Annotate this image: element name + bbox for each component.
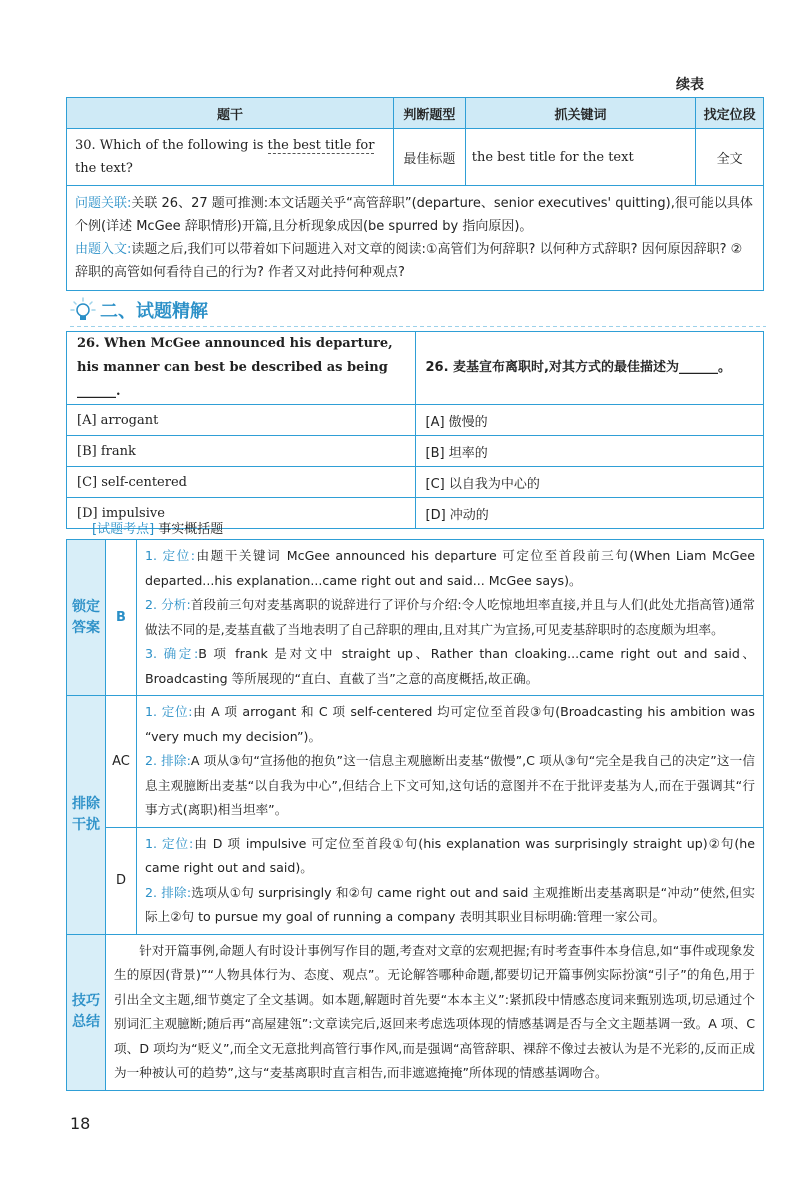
tips-label: 技巧总结 [67,934,106,1090]
line-key: 1. 定位: [145,548,196,563]
answer-label: 锁定答案 [67,540,106,696]
option-zh: [B] 坦率的 [415,436,764,467]
section-title: 二、试题精解 [100,301,208,322]
page-number: 18 [70,1114,91,1133]
stem-cell [67,129,394,186]
question-table [66,331,764,529]
option-en: [B] frank [67,436,416,467]
test-point [92,518,223,537]
line-text: 由 A 项 arrogant 和 C 项 self-centered 均可定位至首段③句(Broadcasting his ambition was “very much my decision”)。 [145,704,755,744]
continued-label: 续表 [676,77,704,93]
question-en: 26. When McGee announced his departure, his manner can best be described as being ______. [67,332,416,405]
section-divider [70,326,766,327]
answer-line [145,593,755,642]
line-text: 由题干关键词 McGee announced his departure 可定位至首段前三句(When Liam McGee departed...his explanation...came right out and said... McGee says)。 [145,548,755,588]
note2-text: 读题之后,我们可以带着如下问题进入对文章的阅读:①高管们为何辞职? 以何种方式辞职? 因何原因辞职? ②辞职的高管如何看待自己的行为? 作者又对此持何种观点? [75,242,743,280]
answer-line [145,544,755,593]
question-zh: 26. 麦基宣布离职时,对其方式的最佳描述为______。 [415,332,764,405]
answer-body [137,540,764,696]
header-stem: 题干 [67,98,394,129]
question-analysis-table [66,97,764,291]
keywords-cell: the best title for the text [465,129,695,186]
stem-prefix: 30. Which of the following is [75,138,268,153]
d-option: D [106,827,137,934]
tips-text: 针对开篇事例,命题人有时设计事例写作目的题,考查对文章的宏观把握;有时考查事件本身信息,如“事件或现象发生的原因(背景)”“人物具体行为、态度、观点”。无论解答哪种命题,都要切记开篇事例实际扮演“引子”的角色,用于引出全文主题,细节奠定了全文基调。如本题,解题时首先要“本本主义”:紧抓段中情感态度词来甄别选项,切忌通过个别词汇主观臆断;随后再“高屋建瓴”:文章读完后,返回来考虑选项体现的情感基调是否与全文主题基调一致。A 项、C 项、D 项均为“贬义”,而全文无意批判高管行事作风,而是强调“高管辞职、裸辞不像过去被认为是不光彩的,反而正成为一种被认可的趋势”,这与“麦基离职时直言相告,而非遮遮掩掩”所体现的情感基调吻合。 [106,934,764,1090]
answer-line [145,642,755,691]
ac-option: AC [106,696,137,828]
line-key: 1. 定位: [145,704,193,719]
header-type: 判断题型 [394,98,466,129]
ac-line [145,700,755,749]
line-text: A 项从③句“宣扬他的抱负”这一信息主观臆断出麦基“傲慢”,C 项从③句“完全是我自己的决定”这一信息主观臆断出麦基“以自我为中心”,但结合上下文可知,这句话的意图并不在于批评麦基为人,而在于强调其“行事方式(离职)相当坦率”。 [145,753,755,817]
line-text: 由 D 项 impulsive 可定位至首段①句(his explanation was surprisingly straight up)②句(he came right out and said)。 [145,835,755,875]
line-text: 首段前三句对麦基离职的说辞进行了评价与介绍:令人吃惊地坦率直接,并且与人们(此处尤指高管)通常做法不同的是,麦基直截了当地表明了自己辞职的理由,且对其广为宣扬,可见麦基辞职时的态度颇为坦率。 [145,597,755,637]
note1-label: 问题关联: [75,196,132,211]
header-keywords: 抓关键词 [465,98,695,129]
note1-text: 关联 26、27 题可推测:本文话题关乎“高管辞职”(departure、senior executives' quitting),很可能以具体个例(详述 McGee 辞职情形)开篇,且分析现象成因(be spurred by 指向原因)。 [75,196,753,234]
test-point-text: 事实概括题 [158,522,224,537]
line-key: 2. 分析: [145,597,191,612]
d-body [137,827,764,934]
option-en: [D] impulsive [67,498,416,529]
type-cell: 最佳标题 [394,129,466,186]
note-entry [75,238,755,284]
option-en: [C] self-centered [67,467,416,498]
option-zh: [D] 冲动的 [415,498,764,529]
option-zh: [C] 以自我为中心的 [415,467,764,498]
line-text: B 项 frank 是对文中 straight up、Rather than cloaking...came right out and said、Broadcasting 等所展现的“直白、直截了当”之意的高度概括,故正确。 [145,646,755,686]
stem-line2: the text? [75,161,133,176]
line-key: 1. 定位: [145,835,194,851]
note-association [75,192,755,238]
answer-option: B [106,540,137,696]
option-en: [A] arrogant [67,405,416,436]
analysis-table [66,539,764,1091]
option-zh: [A] 傲慢的 [415,405,764,436]
notes-cell [67,186,764,291]
d-line [145,881,755,930]
distract-label: 排除干扰 [67,696,106,935]
note2-label: 由题入文: [75,242,132,257]
section-heading [70,296,208,324]
ac-line [145,749,755,823]
line-key: 3. 确定: [145,646,199,661]
test-point-tag: [试题考点] [92,522,155,537]
line-key: 2. 排除: [145,884,192,900]
line-key: 2. 排除: [145,753,191,768]
stem-underlined: the best title for [267,138,375,153]
line-text: 选项从①句 surprisingly 和②句 came right out and said 主观推断出麦基离职是“冲动”使然,但实际上②句 to pursue my goal of running a company 表明其职业目标明确:管理一家公司。 [145,884,756,924]
locate-cell: 全文 [696,129,764,186]
lightbulb-icon [70,297,96,323]
d-line [145,832,755,881]
header-locate: 找定位段 [696,98,764,129]
ac-body [137,696,764,828]
